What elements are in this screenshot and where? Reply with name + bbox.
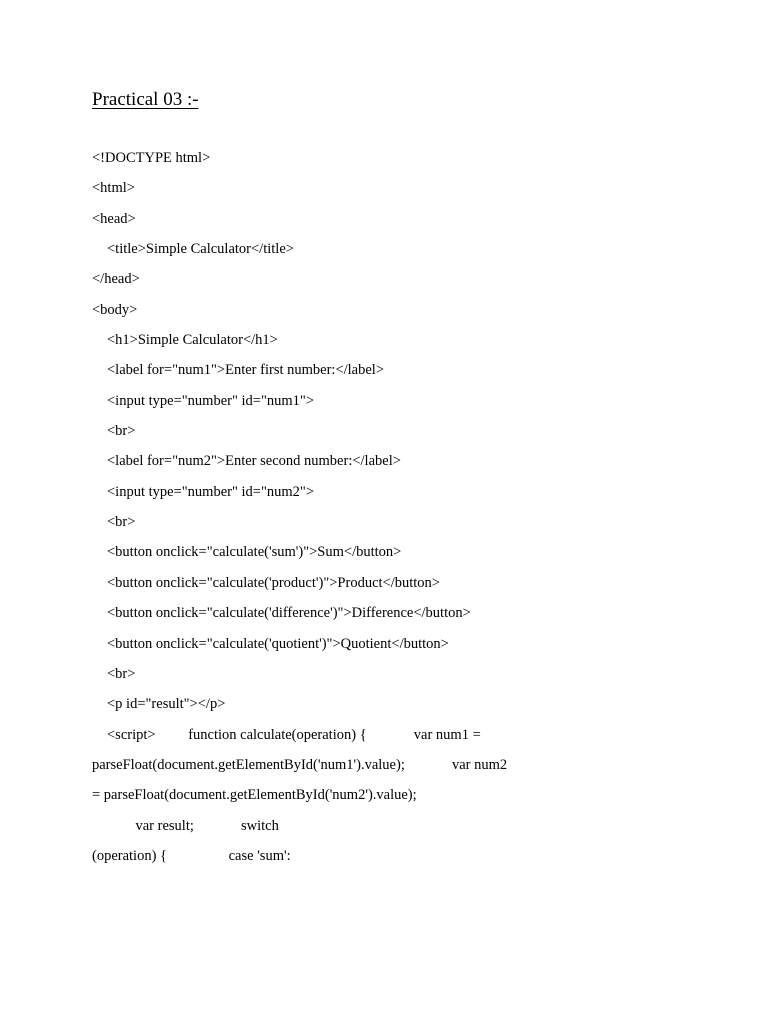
code-line: <br> <box>107 514 136 531</box>
code-line: <title>Simple Calculator</title> <box>107 241 294 258</box>
code-line: <input type="number" id="num1"> <box>107 392 315 409</box>
code-line: <html> <box>92 180 135 197</box>
code-line: <label for="num1">Enter first number:</label> <box>107 362 385 379</box>
code-line: <h1>Simple Calculator</h1> <box>107 332 278 349</box>
code-listing <box>92 148 507 876</box>
code-line: = parseFloat(document.getElementById('num2').value); <box>92 787 417 804</box>
code-line: <body> <box>92 301 138 318</box>
code-line: <button onclick="calculate('sum')">Sum</button> <box>107 544 402 561</box>
code-line: var result; switch <box>92 817 279 834</box>
code-line: <button onclick="calculate('product')">Product</button> <box>107 574 440 591</box>
code-line: <!DOCTYPE html> <box>92 150 211 166</box>
code-line: <button onclick="calculate('quotient')">Quotient</button> <box>107 635 449 652</box>
code-line: <br> <box>107 423 136 440</box>
code-line: <script> function calculate(operation) { var num1 = <box>107 726 481 743</box>
code-line: <head> <box>92 210 136 227</box>
code-line: <input type="number" id="num2"> <box>107 483 315 500</box>
code-line: <button onclick="calculate('difference')">Difference</button> <box>107 605 471 622</box>
code-line: (operation) { case 'sum': <box>92 847 291 864</box>
code-line: <br> <box>107 665 136 682</box>
code-line: <p id="result"></p> <box>107 696 226 713</box>
code-line: parseFloat(document.getElementById('num1').value); var num2 <box>92 756 508 773</box>
code-line: <label for="num2">Enter second number:</label> <box>107 453 401 470</box>
page-title: Practical 03 :- <box>92 89 199 110</box>
code-line: </head> <box>92 271 140 288</box>
